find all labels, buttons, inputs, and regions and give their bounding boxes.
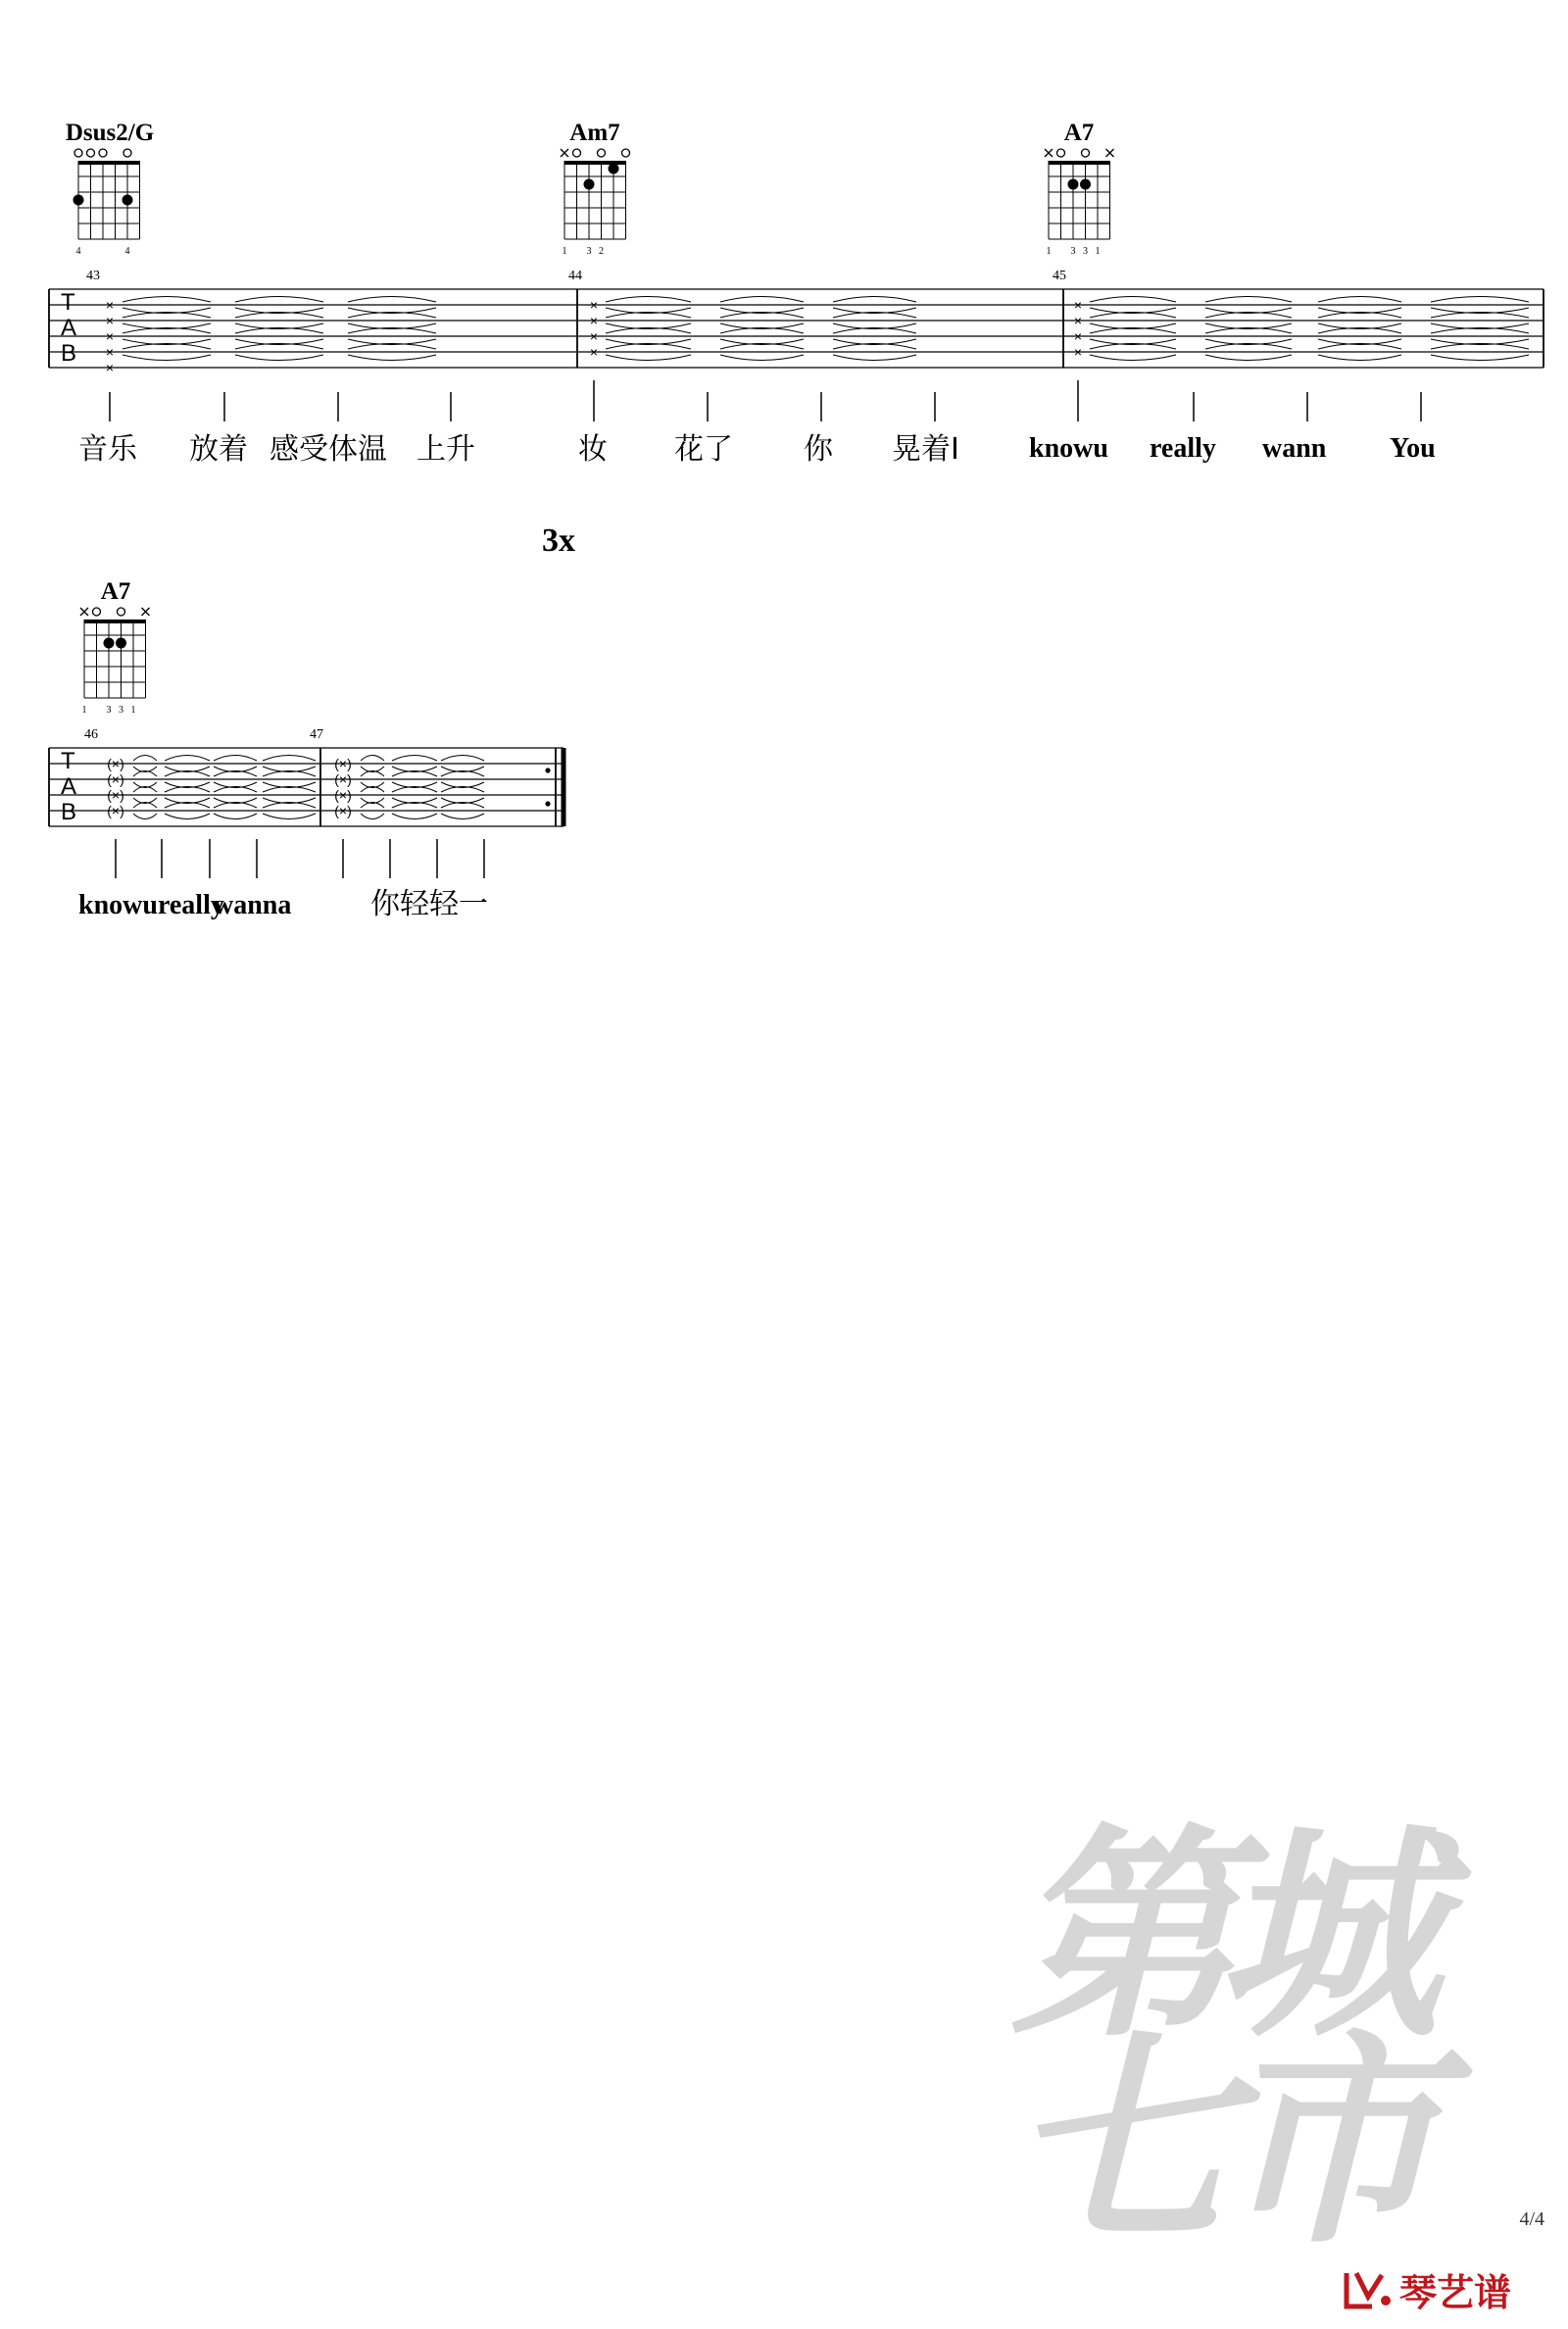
- muted-note: ×: [1073, 344, 1083, 360]
- tie-arc: [122, 297, 211, 303]
- open-string-marker: [123, 149, 131, 157]
- measure-number: 44: [568, 269, 582, 283]
- finger-number: 1: [1046, 246, 1052, 257]
- chord-nut: [1049, 161, 1110, 165]
- tie-arc: [833, 297, 916, 303]
- ghost-note: (×): [334, 803, 352, 818]
- tie-arc: [122, 355, 211, 361]
- open-string-marker: [74, 149, 82, 157]
- lyric: wann: [1262, 433, 1327, 464]
- tie-arc: [263, 814, 316, 819]
- finger-number: 3: [1083, 246, 1088, 257]
- tie-arc: [1090, 297, 1176, 303]
- measure-number: 43: [86, 269, 100, 283]
- tie-arc: [133, 756, 157, 762]
- watermark-char: 七: [1009, 2009, 1235, 2274]
- muted-note: ×: [105, 297, 115, 313]
- ghost-note: (×): [107, 756, 124, 771]
- tab-clef-a: A: [61, 315, 77, 341]
- watermark-char: 第: [1009, 1804, 1235, 2068]
- watermark-char: 市: [1215, 2009, 1441, 2274]
- finger-number: 3: [106, 705, 112, 716]
- lyric: 音乐: [78, 432, 137, 467]
- lyrics-row-1: [78, 432, 1436, 467]
- tie-arc: [606, 355, 691, 361]
- lyric: knowu: [1029, 433, 1108, 464]
- muted-note: ×: [1073, 313, 1083, 328]
- finger-number: 3: [119, 705, 123, 716]
- lyric: 妆: [578, 432, 608, 467]
- tie-arc: [235, 297, 323, 303]
- open-string-marker: [118, 608, 125, 616]
- open-string-marker: [598, 149, 606, 157]
- chord-diagram-am7: [561, 120, 630, 257]
- chord-nut: [78, 161, 140, 165]
- muted-note: ×: [589, 328, 599, 344]
- lyrics-row-2: [78, 887, 488, 921]
- muted-note: ×: [1073, 328, 1083, 344]
- finger-number: 2: [599, 246, 604, 257]
- tab-system-2: [49, 727, 564, 878]
- chord-grid: [561, 149, 630, 257]
- chord-name: Dsus2/G: [65, 120, 155, 146]
- tie-arc: [263, 756, 316, 762]
- finger-number: 1: [562, 246, 567, 257]
- tie-arc: [441, 756, 484, 762]
- tie-arc: [1318, 297, 1401, 303]
- measure-number: 47: [310, 727, 323, 742]
- lyric: wanna: [214, 890, 292, 920]
- logo-text: 琴艺谱: [1399, 2271, 1512, 2314]
- ghost-note: (×): [334, 787, 352, 803]
- finger-number: 4: [124, 246, 130, 257]
- tie-arc: [1090, 355, 1176, 361]
- lyric: knowureally: [78, 890, 224, 920]
- tie-arc: [1205, 297, 1292, 303]
- chord-diagram-a7-second: [80, 578, 150, 716]
- open-string-marker: [87, 149, 95, 157]
- lyric: 放着: [189, 432, 248, 467]
- lyric: really: [1150, 433, 1216, 464]
- finger-dot: [1068, 179, 1079, 190]
- finger-number: 1: [1095, 246, 1101, 257]
- open-string-marker: [1057, 149, 1065, 157]
- barlines: [49, 748, 564, 826]
- finger-dot: [74, 195, 84, 206]
- staff-lines: [49, 748, 564, 826]
- finger-number: 4: [75, 246, 81, 257]
- muted-note: ×: [105, 360, 115, 375]
- tab-clef-b: B: [61, 340, 77, 367]
- chord-nut: [84, 619, 146, 623]
- tab-clef-a: A: [61, 773, 77, 800]
- ghost-note: (×): [334, 756, 352, 771]
- tie-arc: [1318, 355, 1401, 361]
- open-string-marker: [573, 149, 581, 157]
- page-number: 4/4: [1519, 2208, 1544, 2230]
- finger-number: 3: [586, 246, 592, 257]
- measure-number: 45: [1053, 269, 1066, 283]
- tie-arc: [214, 814, 257, 819]
- chord-grid: [74, 149, 140, 257]
- tie-arc: [361, 814, 384, 819]
- open-string-marker: [99, 149, 107, 157]
- tab-clef-b: B: [61, 799, 77, 825]
- tie-arc: [720, 297, 804, 303]
- chord-name: A7: [1063, 120, 1095, 146]
- tie-arc: [392, 756, 437, 762]
- tie-arc: [235, 355, 323, 361]
- muted-note: ×: [105, 344, 115, 360]
- tab-notes-2: [107, 756, 484, 879]
- tie-arc: [165, 814, 210, 819]
- ghost-note: (×): [107, 803, 124, 818]
- muted-note: ×: [589, 313, 599, 328]
- tie-arc: [361, 756, 384, 762]
- repeat-dot: [545, 768, 550, 772]
- open-string-marker: [622, 149, 630, 157]
- lyric: 花了: [674, 432, 733, 467]
- measure-number: 46: [84, 727, 98, 742]
- brand-logo: [1343, 2262, 1511, 2316]
- ghost-note: (×): [107, 787, 124, 803]
- ghost-note: (×): [334, 771, 352, 787]
- muted-note: ×: [105, 313, 115, 328]
- lyric: 感受体温: [270, 432, 387, 467]
- finger-dot: [122, 195, 133, 206]
- tie-arc: [833, 355, 916, 361]
- lyric: 上升: [416, 432, 475, 467]
- lyric: 你: [804, 432, 833, 467]
- tab-clef-t: T: [61, 289, 75, 316]
- tab-clef-t: T: [61, 748, 75, 774]
- tie-arc: [165, 756, 210, 762]
- finger-number: 3: [1070, 246, 1076, 257]
- lyric: 你轻轻一: [370, 887, 488, 921]
- ghost-note: (×): [107, 771, 124, 787]
- tie-arc: [392, 814, 437, 819]
- chord-nut: [564, 161, 626, 165]
- watermark-char: 城: [1215, 1804, 1441, 2068]
- tie-arc: [348, 355, 436, 361]
- chord-diagram-a7: [1045, 120, 1114, 257]
- chord-name: A7: [100, 578, 131, 605]
- muted-note: ×: [589, 297, 599, 313]
- tie-arc: [214, 756, 257, 762]
- lyric: 晃着I: [892, 432, 959, 467]
- tie-arc: [1431, 297, 1529, 303]
- lyric: You: [1390, 433, 1436, 464]
- finger-number: 1: [130, 705, 136, 716]
- finger-number: 1: [81, 705, 87, 716]
- repeat-mark: 3x: [542, 522, 575, 559]
- tab-notes-1: [106, 297, 1529, 422]
- finger-dot: [1080, 179, 1091, 190]
- chord-diagram-dsus2g: [66, 120, 154, 257]
- finger-dot: [584, 179, 595, 190]
- logo-mark-icon: [1343, 2267, 1394, 2312]
- muted-note: ×: [1073, 297, 1083, 313]
- chord-grid: [1045, 149, 1114, 257]
- finger-dot: [609, 164, 619, 174]
- tie-arc: [441, 814, 484, 819]
- tie-arc: [133, 814, 157, 819]
- tie-arc: [606, 297, 691, 303]
- repeat-dot: [545, 801, 550, 806]
- open-string-marker: [93, 608, 101, 616]
- finger-dot: [116, 638, 126, 649]
- chord-name: Am7: [569, 120, 620, 146]
- finger-dot: [104, 638, 115, 649]
- muted-note: ×: [589, 344, 599, 360]
- muted-note: ×: [105, 328, 115, 344]
- chord-grid: [80, 608, 150, 716]
- tie-arc: [720, 355, 804, 361]
- tie-arc: [1431, 355, 1529, 361]
- tie-arc: [1205, 355, 1292, 361]
- tab-system-1: [49, 269, 1544, 421]
- open-string-marker: [1082, 149, 1090, 157]
- tie-arc: [348, 297, 436, 303]
